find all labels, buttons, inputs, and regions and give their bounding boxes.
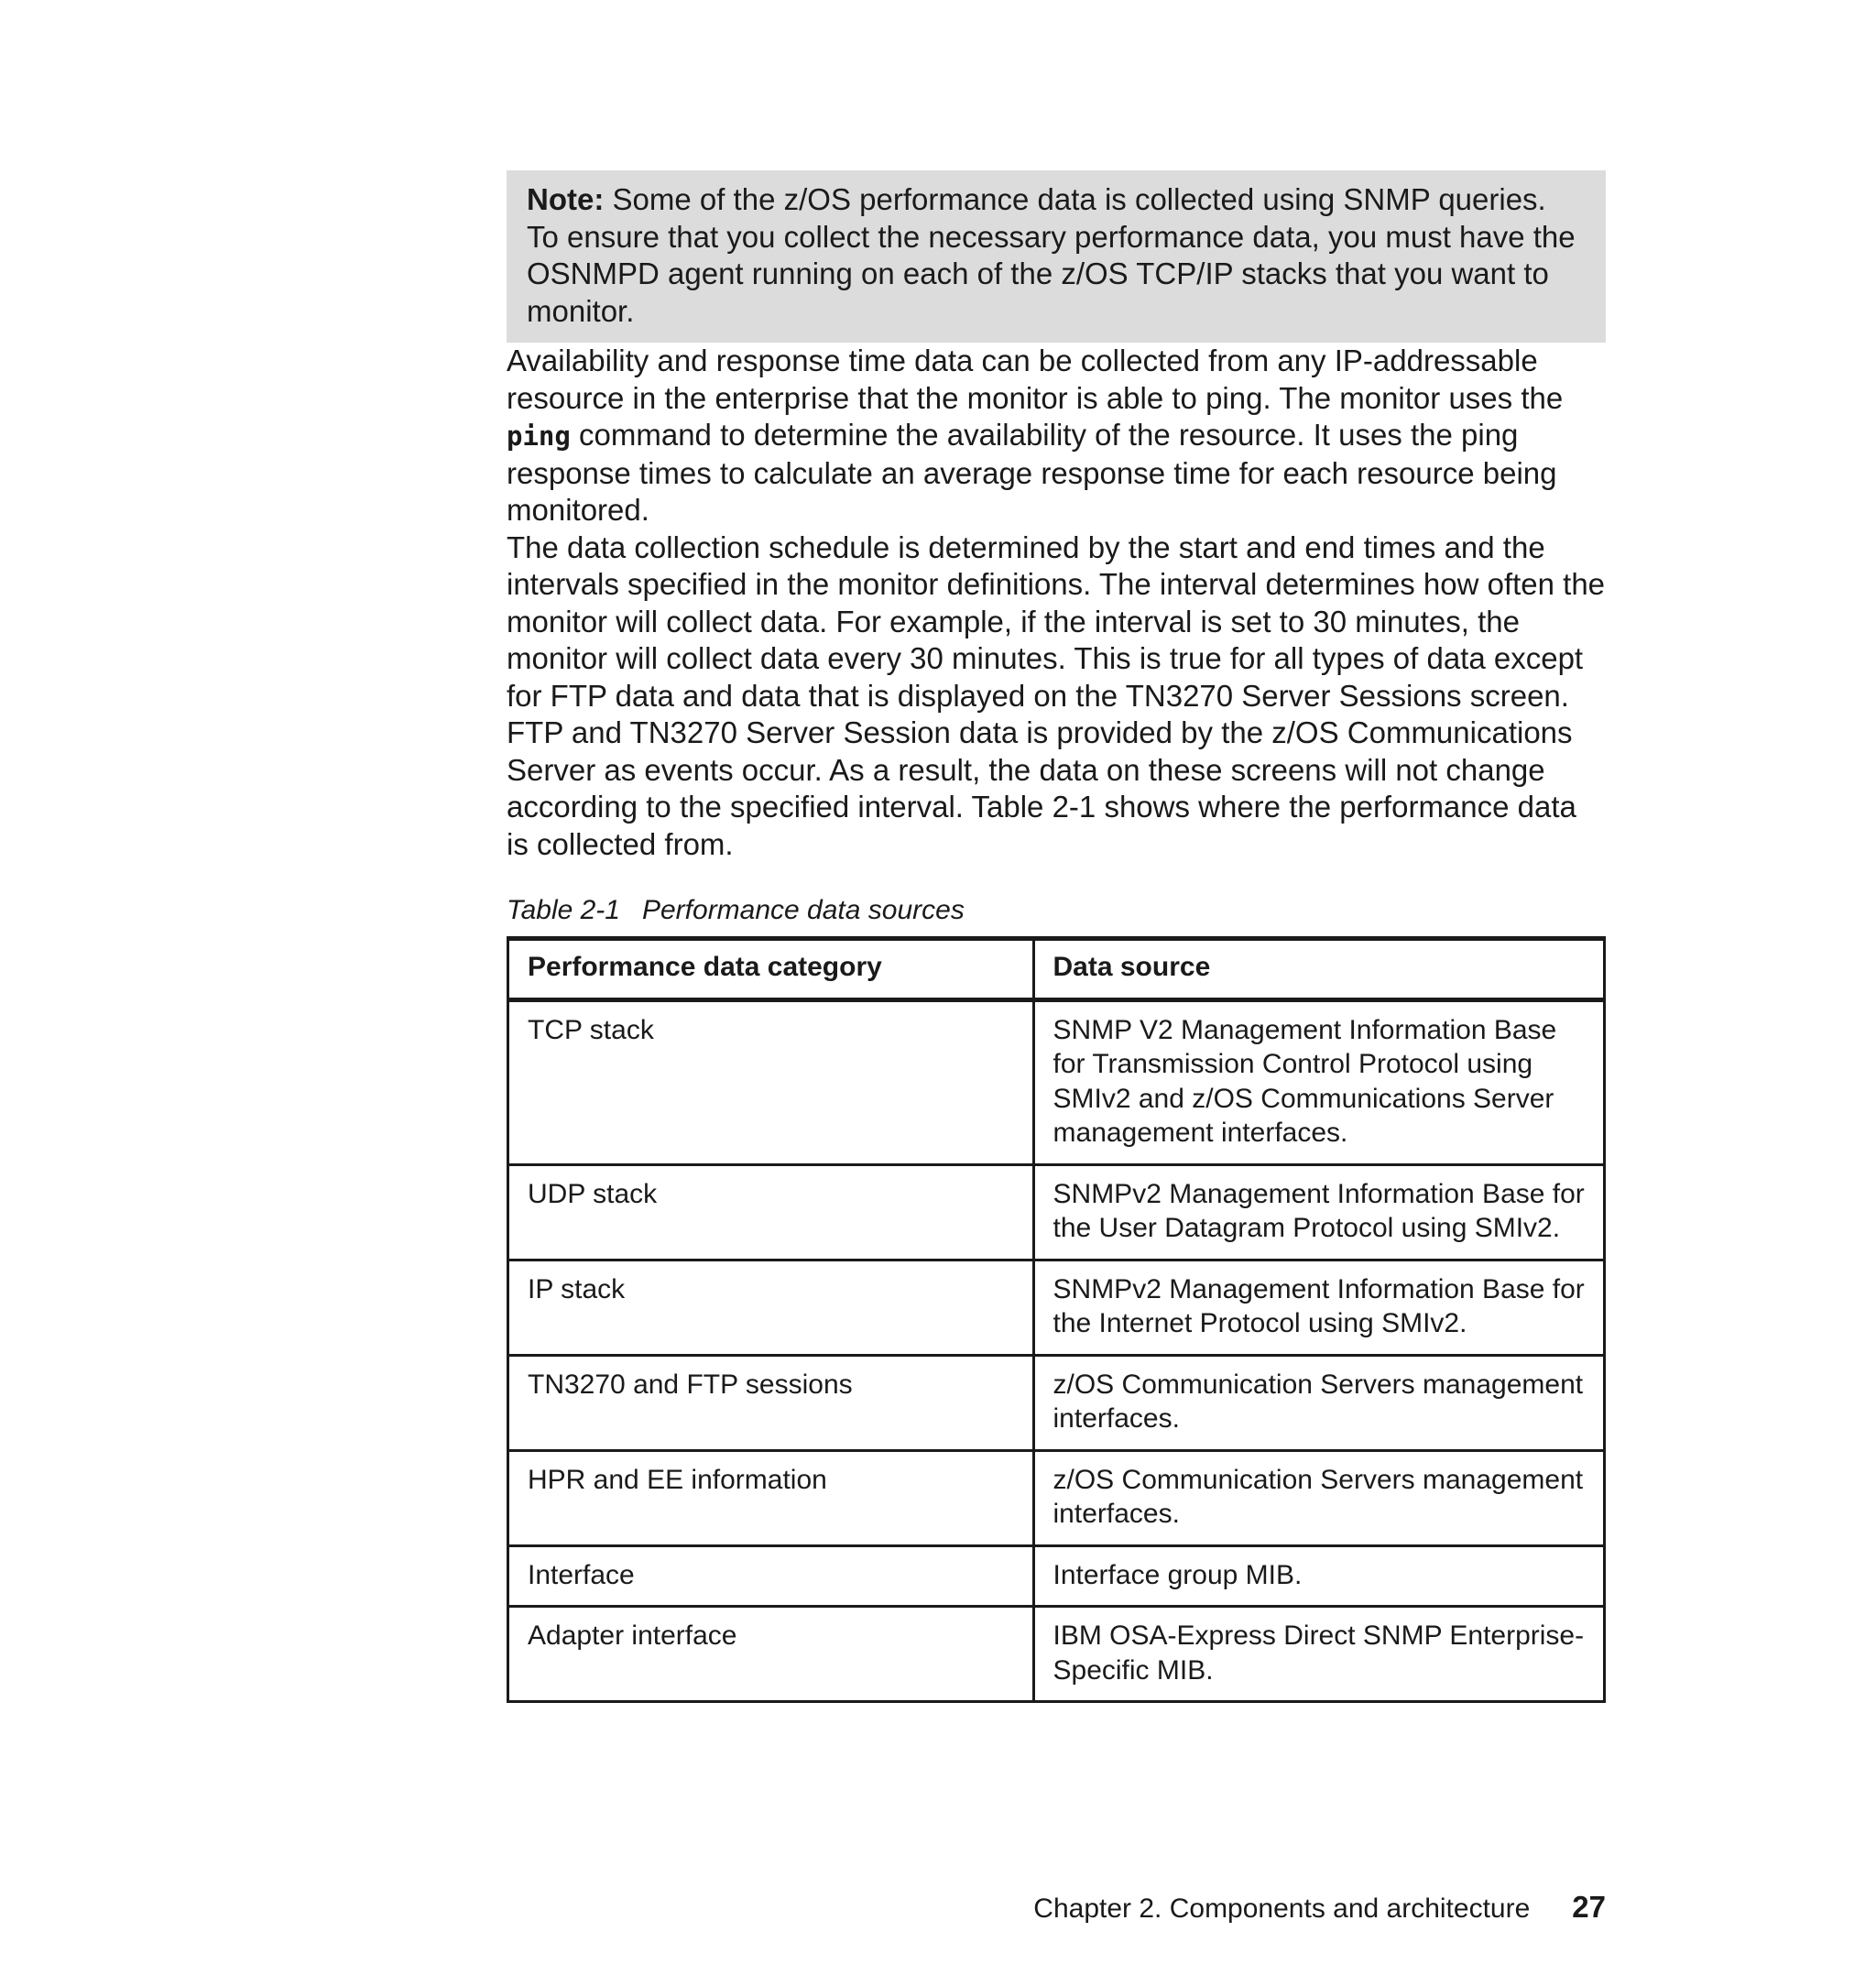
category-cell: Adapter interface [508,1607,1034,1702]
category-cell: TN3270 and FTP sessions [508,1355,1034,1450]
table-caption-number: Table 2-1 [507,895,620,925]
page-content [507,170,1606,1703]
source-cell: SNMPv2 Management Information Base for the User Datagram Protocol using SMIv2. [1033,1164,1604,1260]
table-row [508,1355,1605,1450]
table-row [508,1164,1605,1260]
header-category: Performance data category [508,939,1034,1000]
note-label: Note: [527,182,605,216]
category-cell: Interface [508,1545,1034,1607]
page-number: 27 [1572,1890,1606,1924]
table-row [508,1607,1605,1702]
source-cell: z/OS Communication Servers management interfaces. [1033,1355,1604,1450]
source-cell: SNMPv2 Management Information Base for the Internet Protocol using SMIv2. [1033,1260,1604,1355]
table-header-row [508,939,1605,1000]
ping-command: ping [507,420,571,452]
category-cell: TCP stack [508,999,1034,1164]
table-row [508,1260,1605,1355]
source-cell: Interface group MIB. [1033,1545,1604,1607]
footer-chapter-title: Chapter 2. Components and architecture [1033,1893,1531,1924]
page-footer [1033,1889,1606,1927]
paragraph-availability [507,343,1606,529]
source-cell: z/OS Communication Servers management interfaces. [1033,1450,1604,1545]
category-cell: IP stack [508,1260,1034,1355]
paragraph-schedule: The data collection schedule is determined by the start and end times and the intervals specified in the monitor definitions. The interval determines how often the monitor will collect data. For example, if the interval is set to 30 minutes, the monitor will collect data every 30 minutes. This is true for all types of data except for FTP data and data that is displayed on the TN3270 Server Sessions screen. FTP and TN3270 Server Session data is provided by the z/OS Communications Server as events occur. As a result, the data on these screens will not change according to the specified interval. Table 2-1 shows where the performance data is collected from. [507,529,1606,861]
paragraph1-before: Availability and response time data can be collected from any IP-addressable resource in the enterprise that the monitor is able to ping. The monitor uses the [507,344,1564,415]
table-row [508,1450,1605,1545]
table-row [508,999,1605,1164]
header-data-source: Data source [1033,939,1604,1000]
table-row [508,1545,1605,1607]
note-text: Some of the z/OS performance data is collected using SNMP queries. To ensure that you collect the necessary performance data, you must have the OSNMPD agent running on each of the z/OS TCP/IP stacks that you want to monitor. [527,182,1576,328]
table-caption [507,892,1606,929]
paragraph1-after: command to determine the availability of the resource. It uses the ping response times to calculate an average response time for each resource being monitored. [507,418,1557,527]
table-caption-title: Performance data sources [641,895,965,925]
note-box [507,170,1606,343]
performance-data-sources-table [507,936,1606,1703]
source-cell: IBM OSA-Express Direct SNMP Enterprise-Specific MIB. [1033,1607,1604,1702]
category-cell: UDP stack [508,1164,1034,1260]
source-cell: SNMP V2 Management Information Base for Transmission Control Protocol using SMIv2 and z/OS Communications Server management interfaces. [1033,999,1604,1164]
category-cell: HPR and EE information [508,1450,1034,1545]
